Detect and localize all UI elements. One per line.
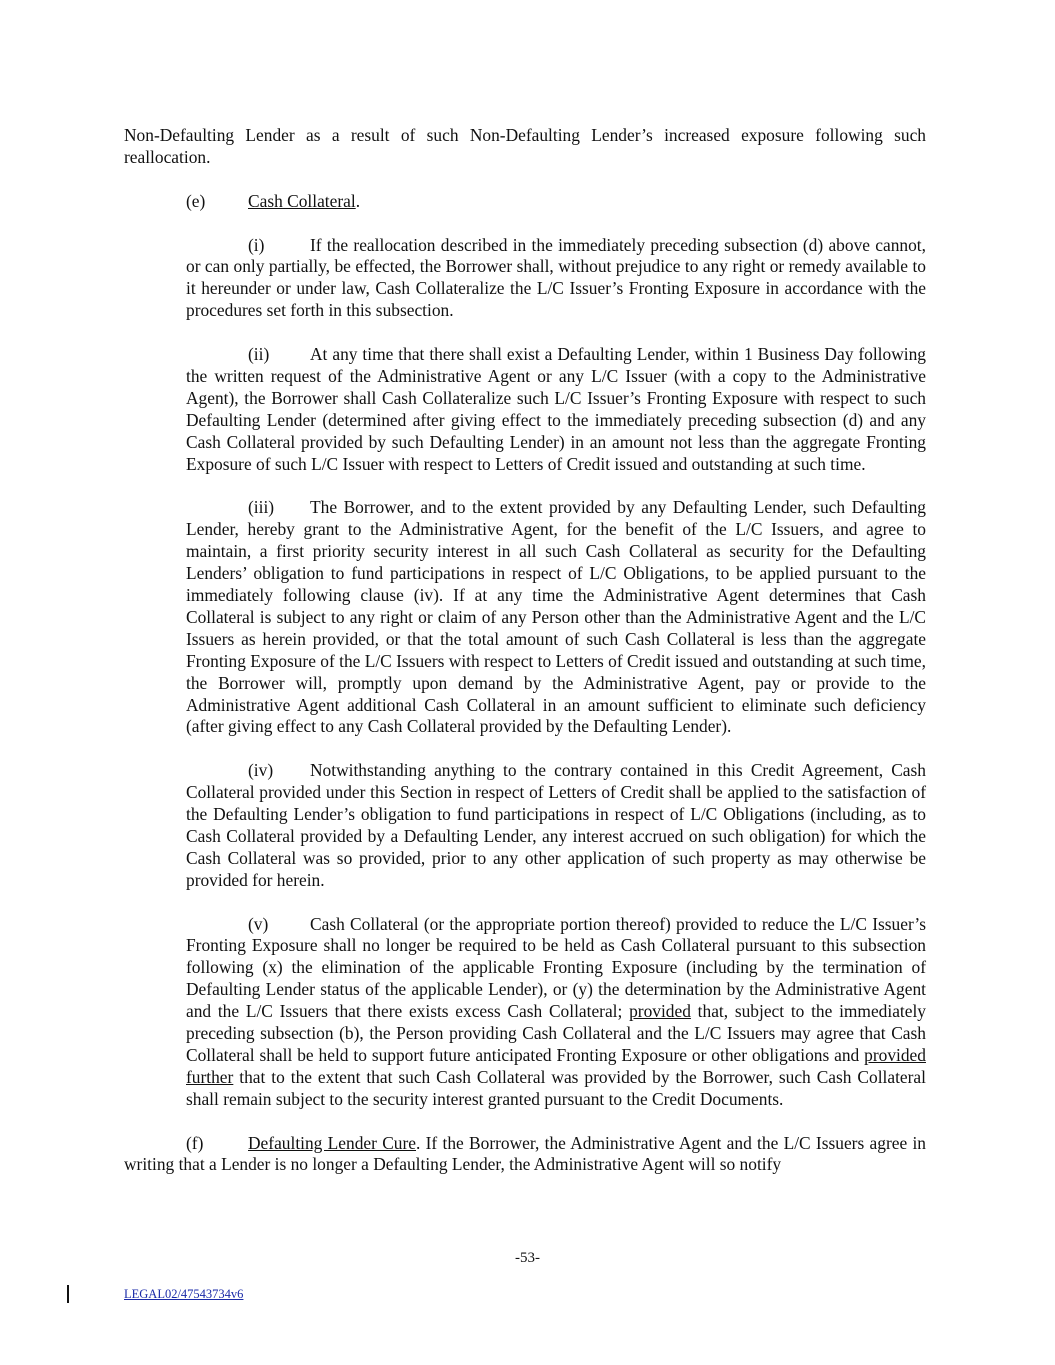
change-bar (67, 1285, 69, 1303)
item-ii (186, 344, 926, 475)
item-i-label: (i) (248, 234, 265, 255)
item-v-provided-2: provided (864, 1044, 926, 1065)
item-i (186, 235, 926, 323)
item-v-further: further (186, 1066, 234, 1087)
item-v-provided: provided (629, 1001, 691, 1022)
item-ii-label: (ii) (248, 344, 270, 365)
section-f-title: Defaulting Lender Cure (248, 1132, 416, 1153)
item-i-text: If the reallocation described in the immediately preceding subsection (d) above cannot, or can only partially, be effected, the Borrower shall, without prejudice to any right or remedy available to it hereunder or under law, Cash Collateralize the L/C Issuer’s Fronting Exposure in accordance with the procedures set forth in this subsection. (186, 234, 926, 321)
item-iv (186, 760, 926, 891)
item-v-label: (v) (248, 913, 269, 934)
continuation-paragraph: Non-Defaulting Lender as a result of such Non-Defaulting Lender’s increased exposure following such reallocation. (124, 125, 926, 167)
item-iii-label: (iii) (248, 497, 275, 518)
page-number: -53- (515, 1250, 540, 1266)
section-e-heading (124, 191, 926, 213)
section-f-label: (f) (186, 1132, 204, 1153)
item-iii-text: The Borrower, and to the extent provided by any Defaulting Lender, such Defaulting Lender, hereby grant to the Administrative Agent, for the benefit of the L/C Issuers, and agree to maintain, a first priority security interest in all such Cash Collateral as security for the Defaulting Lenders’ obligation to fund participations in respect of L/C Obligations, to be applied pursuant to the immediately following clause (iv). If at any time the Administrative Agent determines that Cash Collateral is subject to any right or claim of any Person other than the Administrative Agent and the L/C Issuers as herein provided, or that the total amount of such Cash Collateral is less than the aggregate Fronting Exposure of the L/C Issuers with respect to Letters of Credit issued and outstanding at such time, the Borrower will, promptly upon demand by the Administrative Agent, pay or provide to the Administrative Agent additional Cash Collateral in an amount sufficient to eliminate such deficiency (after giving effect to any Cash Collateral provided by the Defaulting Lender). (186, 497, 926, 737)
item-v (186, 914, 926, 1111)
section-e-title-punct: . (355, 190, 361, 211)
section-e-items (186, 235, 926, 1111)
document-id-link[interactable]: LEGAL02/47543734v6 (124, 1287, 244, 1301)
item-v-text-2: that, subject to the immediately preceding subsection (b), the Person providing Cash Collateral and the L/C Issuers may agree that Cash Collateral shall be held to support future anticipated Fronting Exposure or other obligations and (186, 1001, 926, 1065)
document-body (124, 125, 926, 1176)
section-e-title: Cash Collateral (248, 190, 356, 211)
item-iv-text: Notwithstanding anything to the contrary contained in this Credit Agreement, Cash Collateral provided under this Section in respect of Letters of Credit shall be applied to the satisfaction of the Defaulting Lender’s obligation to fund participations in respect of L/C Obligations (including, as to Cash Collateral provided by a Defaulting Lender, any interest accrued on such obligation) for which the Cash Collateral was so provided, prior to any other application of such property as may otherwise be provided for herein. (186, 760, 926, 890)
section-f-text: . If the Borrower, the Administrative Agent and the L/C Issuers agree in writing that a Lender is no longer a Defaulting Lender, the Administrative Agent will so notify (124, 1132, 926, 1175)
section-f-paragraph (124, 1133, 926, 1177)
item-ii-text: At any time that there shall exist a Defaulting Lender, within 1 Business Day following the written request of the Administrative Agent or any L/C Issuer (with a copy to the Administrative Agent), the Borrower shall Cash Collateralize such L/C Issuer’s Fronting Exposure with respect to such Defaulting Lender (determined after giving effect to the immediately preceding subsection (d) and any Cash Collateral provided by such Defaulting Lender) in an amount not less than the aggregate Fronting Exposure of such L/C Issuer with respect to Letters of Credit issued and outstanding at such time. (186, 344, 926, 474)
section-e-label: (e) (186, 190, 206, 211)
item-iii (186, 497, 926, 738)
item-v-text-3: that to the extent that such Cash Collateral was provided by the Borrower, such Cash Collateral shall remain subject to the security interest granted pursuant to the Credit Documents. (186, 1066, 926, 1109)
item-iv-label: (iv) (248, 760, 274, 781)
item-v-text-1: Cash Collateral (or the appropriate portion thereof) provided to reduce the L/C Issuer’s Fronting Exposure shall no longer be required to be held as Cash Collateral pursuant to this subsection following (x) the elimination of the applicable Fronting Exposure (including by the termination of Defaulting Lender status of the applicable Lender), or (y) the determination by the Administrative Agent and the L/C Issuers that there exists excess Cash Collateral; (186, 913, 926, 1022)
